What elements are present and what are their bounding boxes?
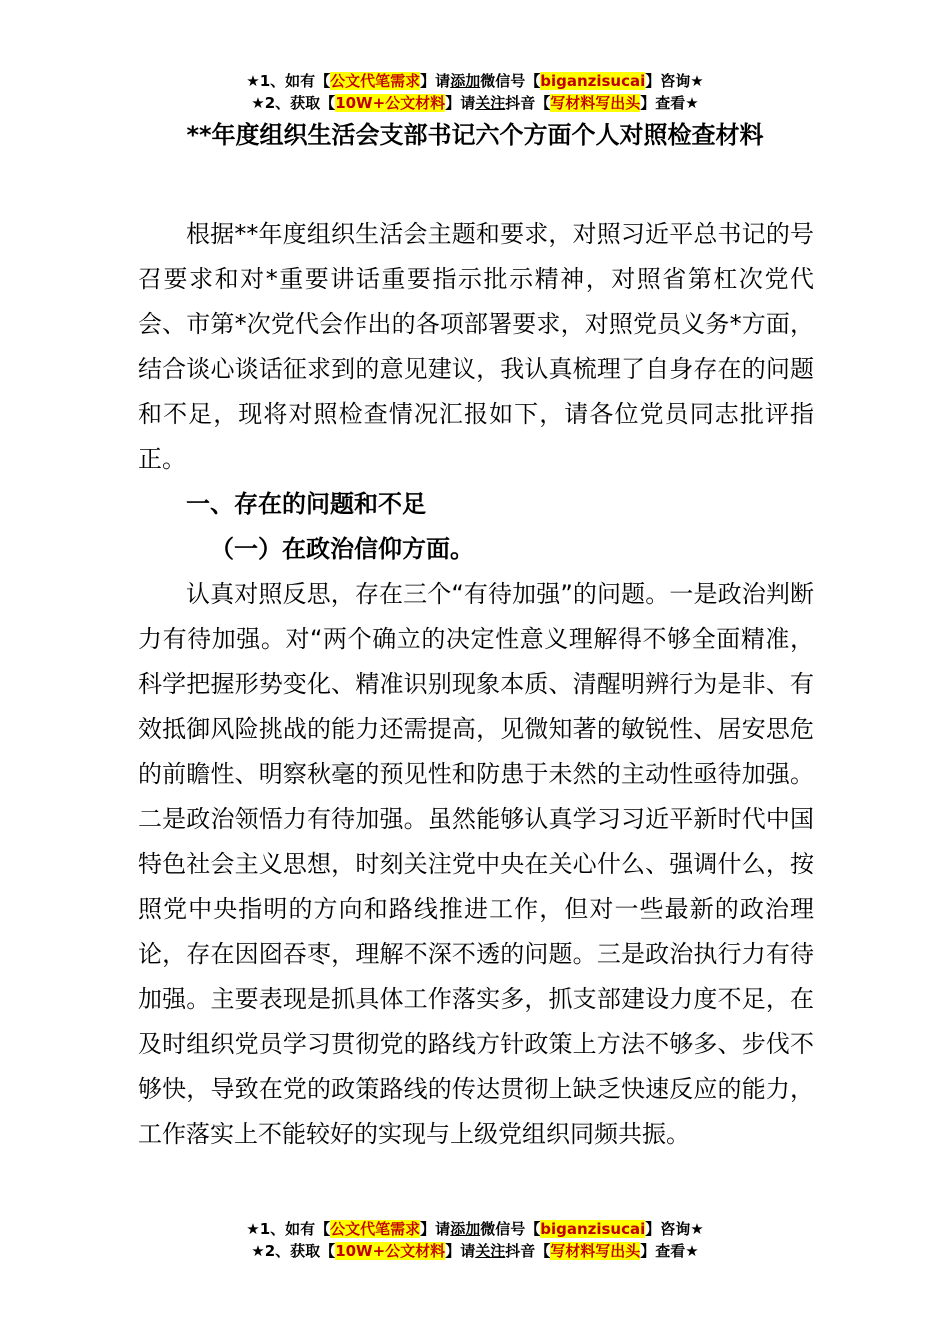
- promo-line-2: [0, 1240, 950, 1262]
- promo-highlight-materials: 10W+公文材料: [335, 94, 446, 112]
- promo-line-1: [0, 70, 950, 92]
- intro-paragraph: 根据**年度组织生活会主题和要求，对照习近平总书记的号召要求和对*重要讲话重要指示批示精神，对照省第杠次党代会、市第*次党代会作出的各项部署要求，对照党员义务*方面，结合谈心谈话征求到的意见建议，我认真梳理了自身存在的问题和不足，现将对照检查情况汇报如下，请各位党员同志批评指正。: [138, 220, 814, 473]
- promo-text-underlined: 关注: [475, 1242, 506, 1260]
- section-heading: 一、存在的问题和不足: [186, 490, 426, 518]
- promo-highlight-materials: 10W+公文材料: [335, 1242, 446, 1260]
- bottom-promo-banner: [0, 1218, 950, 1262]
- promo-text: ★2、获取【: [251, 1242, 336, 1260]
- promo-text-underlined: 关注: [475, 94, 506, 112]
- promo-text: 】咨询★: [645, 72, 704, 90]
- promo-text: 微信号【: [480, 1220, 541, 1238]
- promo-text: 】请: [445, 94, 476, 112]
- promo-line-1: [0, 1218, 950, 1240]
- promo-highlight-service: 公文代笔需求: [330, 1220, 421, 1238]
- promo-text: 】查看★: [640, 1242, 699, 1260]
- promo-highlight-wechat-id: biganzisucai: [540, 72, 646, 90]
- promo-text: 】咨询★: [645, 1220, 704, 1238]
- promo-highlight-douyin: 写材料写出头: [550, 1242, 641, 1260]
- promo-highlight-douyin: 写材料写出头: [550, 94, 641, 112]
- promo-text-underlined: 添加: [450, 1220, 481, 1238]
- promo-text: 】请: [445, 1242, 476, 1260]
- promo-line-2: [0, 92, 950, 114]
- promo-highlight-service: 公文代笔需求: [330, 72, 421, 90]
- promo-highlight-wechat-id: biganzisucai: [540, 1220, 646, 1238]
- subsection-paragraph: 认真对照反思，存在三个“有待加强”的问题。一是政治判断力有待加强。对“两个确立的决定性意义理解得不够全面精准，科学把握形势变化、精准识别现象本质、清醒明辨行为是非、有效抵御风险挑战的能力还需提高，见微知著的敏锐性、居安思危的前瞻性、明察秋毫的预见性和防患于未然的主动性亟待加强。二是政治领悟力有待加强。虽然能够认真学习习近平新时代中国特色社会主义思想，时刻关注党中央在关心什么、强调什么，按照党中央指明的方向和路线推进工作，但对一些最新的政治理论，存在因囵吞枣，理解不深不透的问题。三是政治执行力有待加强。主要表现是抓具体工作落实多，抓支部建设力度不足，在及时组织党员学习贯彻党的路线方针政策上方法不够多、步伐不够快，导致在党的政策路线的传达贯彻上缺乏快速反应的能力，工作落实上不能较好的实现与上级党组织同频共振。: [138, 580, 814, 1148]
- document-body: [138, 212, 814, 1157]
- promo-text: ★1、如有【: [246, 1220, 331, 1238]
- promo-text-underlined: 添加: [450, 72, 481, 90]
- promo-text: 抖音【: [505, 94, 551, 112]
- promo-text: 】请: [420, 72, 451, 90]
- promo-text: 】查看★: [640, 94, 699, 112]
- promo-text: 】请: [420, 1220, 451, 1238]
- promo-text: 微信号【: [480, 72, 541, 90]
- promo-text: ★2、获取【: [251, 94, 336, 112]
- promo-text: ★1、如有【: [246, 72, 331, 90]
- promo-text: 抖音【: [505, 1242, 551, 1260]
- document-title: **年度组织生活会支部书记六个方面个人对照检查材料: [186, 121, 764, 149]
- top-promo-banner: [0, 70, 950, 114]
- subsection-heading: （一）在政治信仰方面。: [210, 535, 474, 563]
